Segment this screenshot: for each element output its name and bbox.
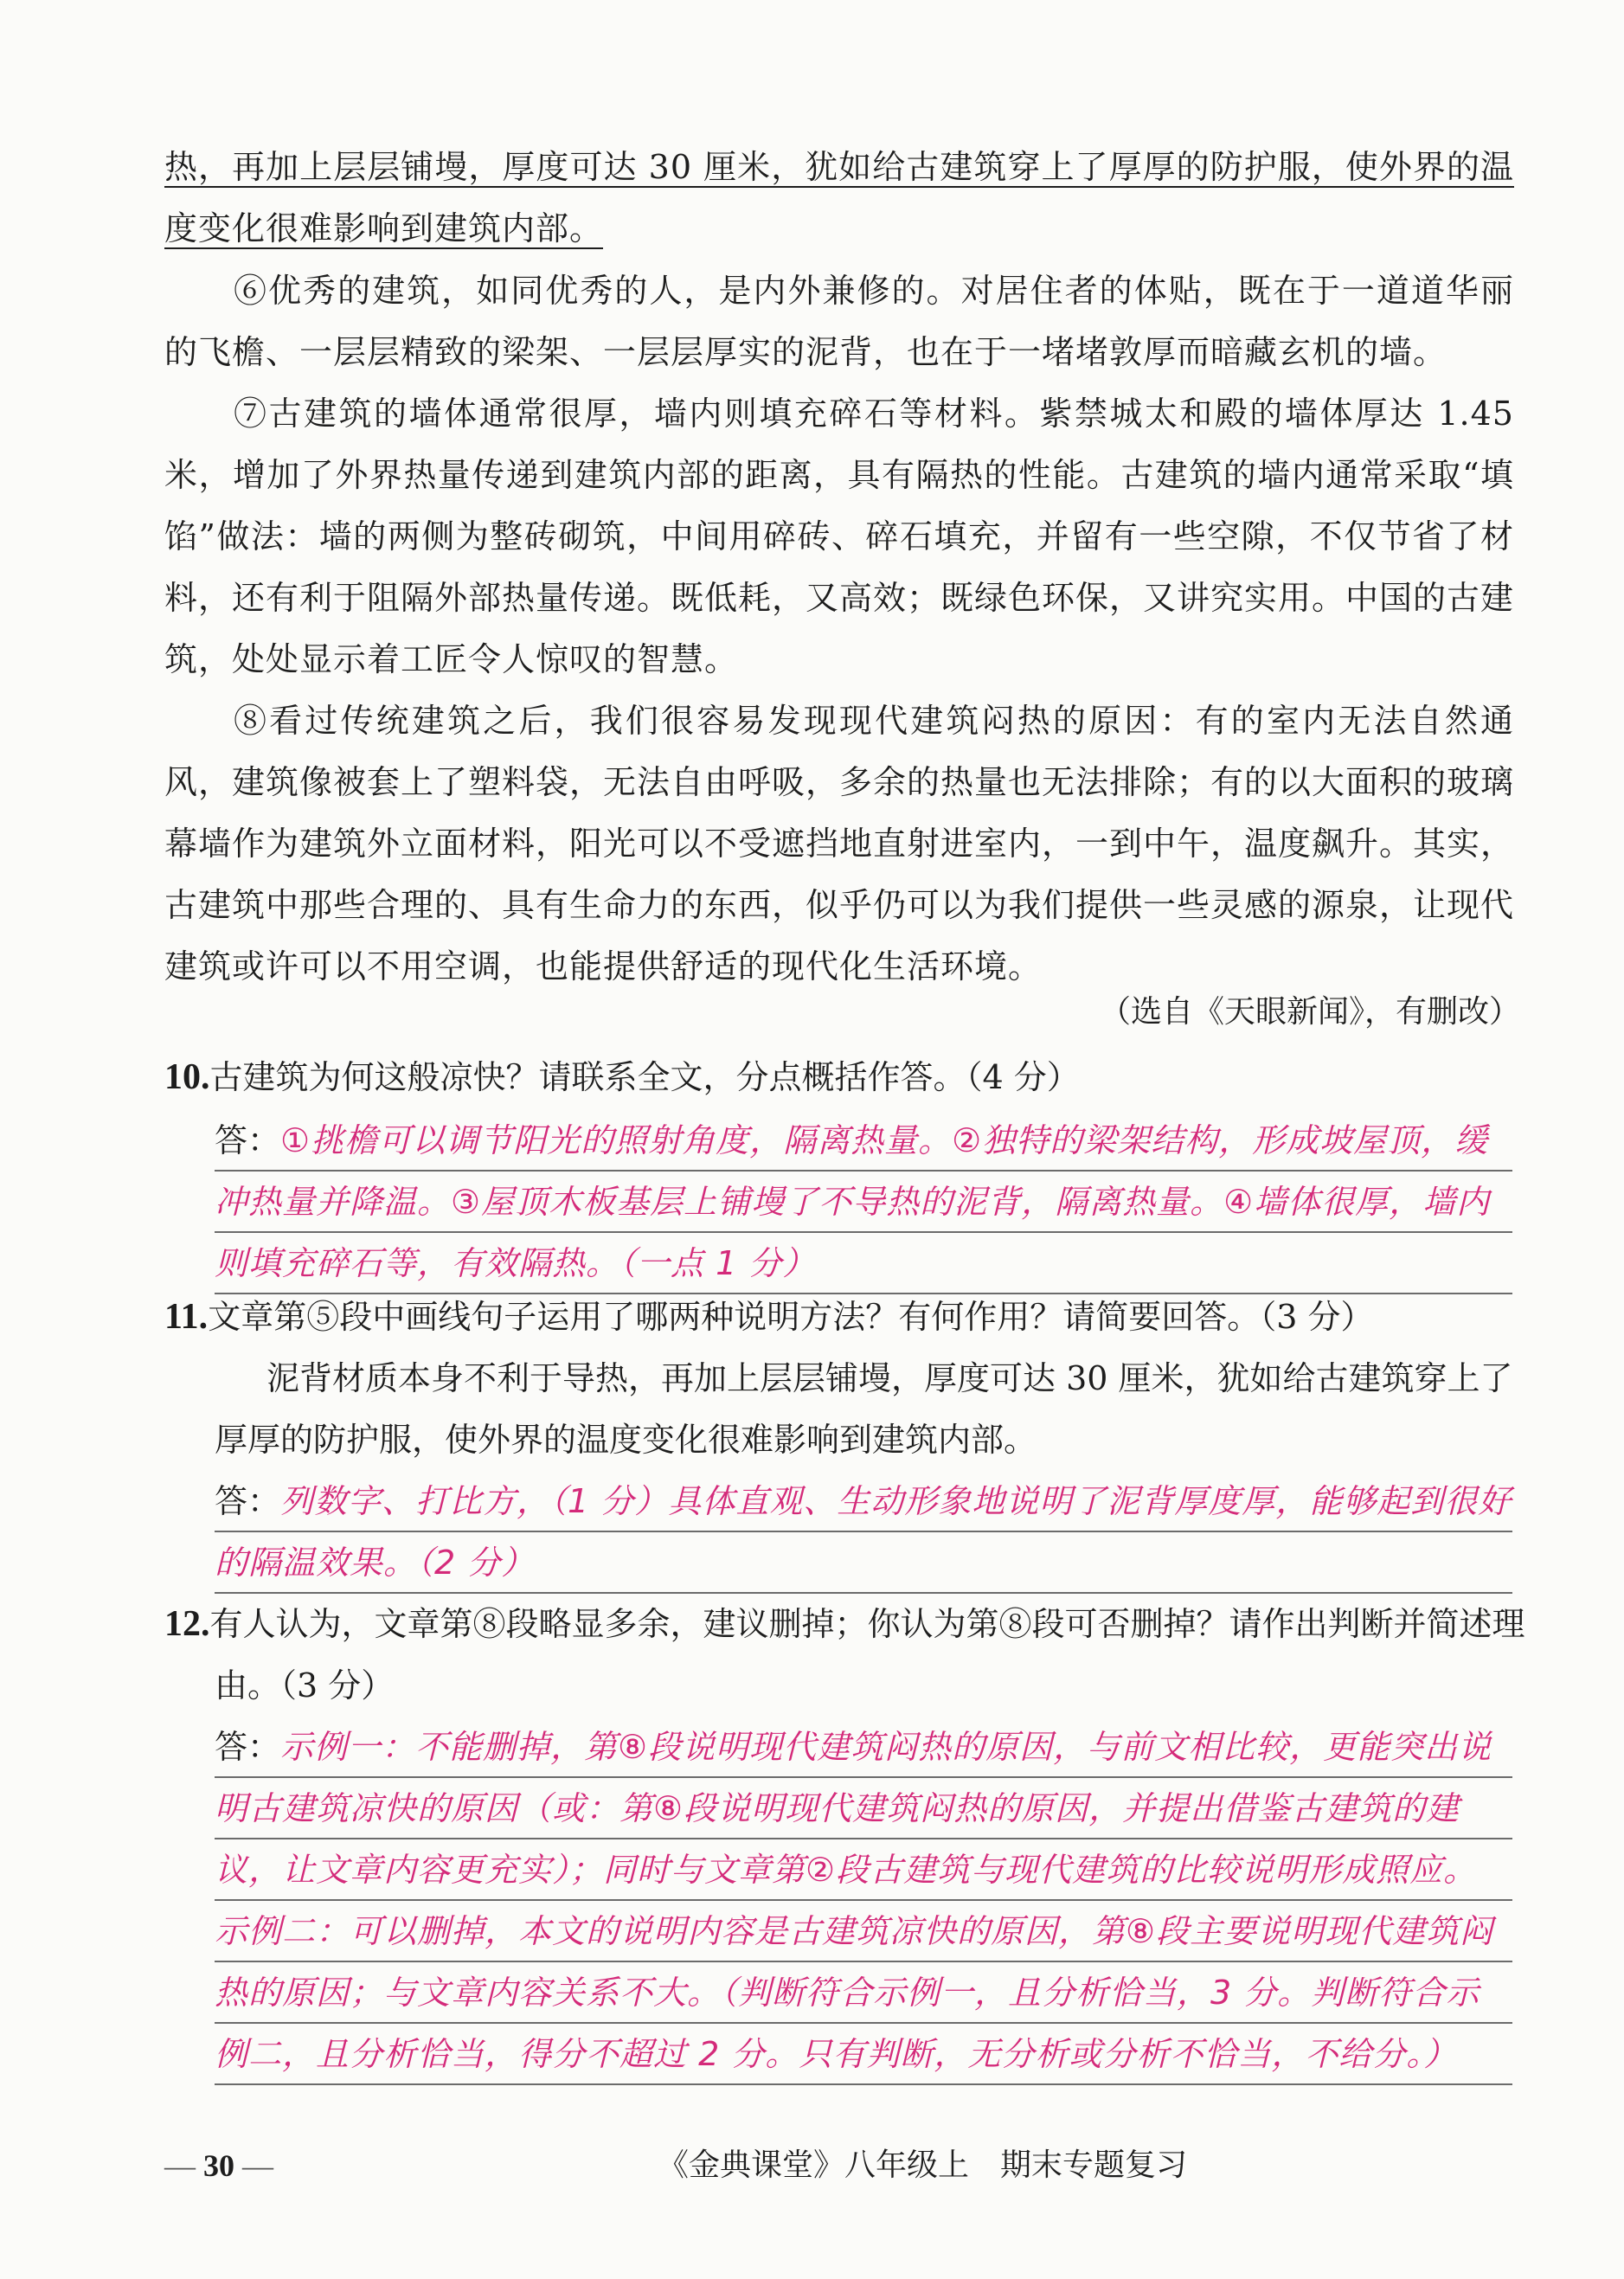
paragraph-6: ⑥优秀的建筑，如同优秀的人，是内外兼修的。对居住者的体贴，既在于一道道华丽的飞檐、一层层精致的梁架、一层层厚实的泥背，也在于一堵堵敦厚而暗藏玄机的墙。 (164, 272, 1514, 371)
page-number: 30 (203, 2148, 234, 2183)
answer-label: 答： (215, 1728, 281, 1766)
book-title: 《金典课堂》八年级上 期末专题复习 (658, 2147, 1188, 2183)
quoted-sentence: 泥背材质本身不利于导热，再加上层层铺墁，厚度可达 30 厘米，犹如给古建筑穿上了厚厚的防护服，使外界的温度变化很难影响到建筑内部。 (215, 1359, 1513, 1459)
question-text: 有人认为，文章第⑧段略显多余，建议删掉；你认为第⑧段可否删掉？请作出判断并简述理由。（3 分） (209, 1605, 1525, 1704)
answer-11 (215, 1471, 1512, 1594)
answer-text: ①挑檐可以调节阳光的照射角度，隔离热量。②独特的梁架结构，形成坡屋顶，缓冲热量并降温。③屋顶木板基层上铺墁了不导热的泥背，隔离热量。④墙体很厚，墙内则填充碎石等，有效隔热。（一点 1 分） (215, 1121, 1491, 1282)
question-10 (164, 1047, 1514, 1108)
paragraph-7: ⑦古建筑的墙体通常很厚，墙内则填充碎石等材料。紫禁城太和殿的墙体厚达 1.45 米，增加了外界热量传递到建筑内部的距离，具有隔热的性能。古建筑的墙内通常采取“填馅”做法：墙的两侧为整砖砌筑，中间用碎砖、碎石填充，并留有一些空隙，不仅节省了材料，还有利于阻隔外部热量传递。既低耗，又高效；既绿色环保，又讲究实用。中国的古建筑，处处显示着工匠令人惊叹的智慧。 (164, 395, 1515, 678)
page-footer (0, 2140, 1624, 2192)
question-text: 古建筑为何这般凉快？请联系全文，分点概括作答。（4 分） (209, 1058, 1080, 1096)
paragraph-8: ⑧看过传统建筑之后，我们很容易发现现代建筑闷热的原因：有的室内无法自然通风，建筑像被套上了塑料袋，无法自由呼吸，多余的热量也无法排除；有的以大面积的玻璃幕墙作为建筑外立面材料，阳光可以不受遮挡地直射进室内，一到中午，温度飙升。其实，古建筑中那些合理的、具有生命力的东西，似乎仍可以为我们提供一些灵感的源泉，让现代建筑或许可以不用空调，也能提供舒适的现代化生活环境。 (164, 702, 1515, 985)
dash-left: — (164, 2148, 196, 2183)
question-number: 11. (164, 1297, 209, 1337)
answer-10 (215, 1110, 1512, 1294)
answer-text: 示例一：不能删掉，第⑧段说明现代建筑闷热的原因，与前文相比较，更能突出说明古建筑凉快的原因（或：第⑧段说明现代建筑闷热的原因，并提出借鉴古建筑的建议，让文章内容更充实）；同时与文章第②段古建筑与现代建筑的比较说明形成照应。 示例二：可以删掉，本文的说明内容是古建筑凉快的原因，第⑧段主要说明现代建筑闷热的原因；与文章内容关系不大。（判断符合示例一，且分析恰当，3 分。判断符合示例二，且分析恰当，得分不超过 2 分。只有判断，无分析或分析不恰当，不给分。） (215, 1728, 1495, 2073)
paragraph-5-continued (164, 137, 1514, 260)
answer-label: 答： (215, 1121, 281, 1159)
answer-12 (215, 1717, 1512, 2085)
question-12 (164, 1594, 1564, 1717)
question-number: 12. (164, 1604, 210, 1644)
question-number: 10. (164, 1057, 210, 1097)
answer-label: 答： (215, 1482, 281, 1520)
dash-right: — (242, 2148, 273, 2183)
page-number-group (164, 2140, 273, 2192)
source-citation: （选自《天眼新闻》，有删改） (1099, 994, 1520, 1030)
question-11 (164, 1287, 1514, 1348)
question-text: 文章第⑤段中画线句子运用了哪两种说明方法？有何作用？请简要回答。（3 分） (208, 1298, 1374, 1336)
answer-text: 列数字、打比方，（1 分）具体直观、生动形象地说明了泥背厚度厚，能够起到很好的隔温效果。（2 分） (215, 1482, 1512, 1582)
underlined-sentence: 热，再加上层层铺墁，厚度可达 30 厘米，犹如给古建筑穿上了厚厚的防护服，使外界的温度变化很难影响到建筑内部。 (164, 148, 1514, 247)
